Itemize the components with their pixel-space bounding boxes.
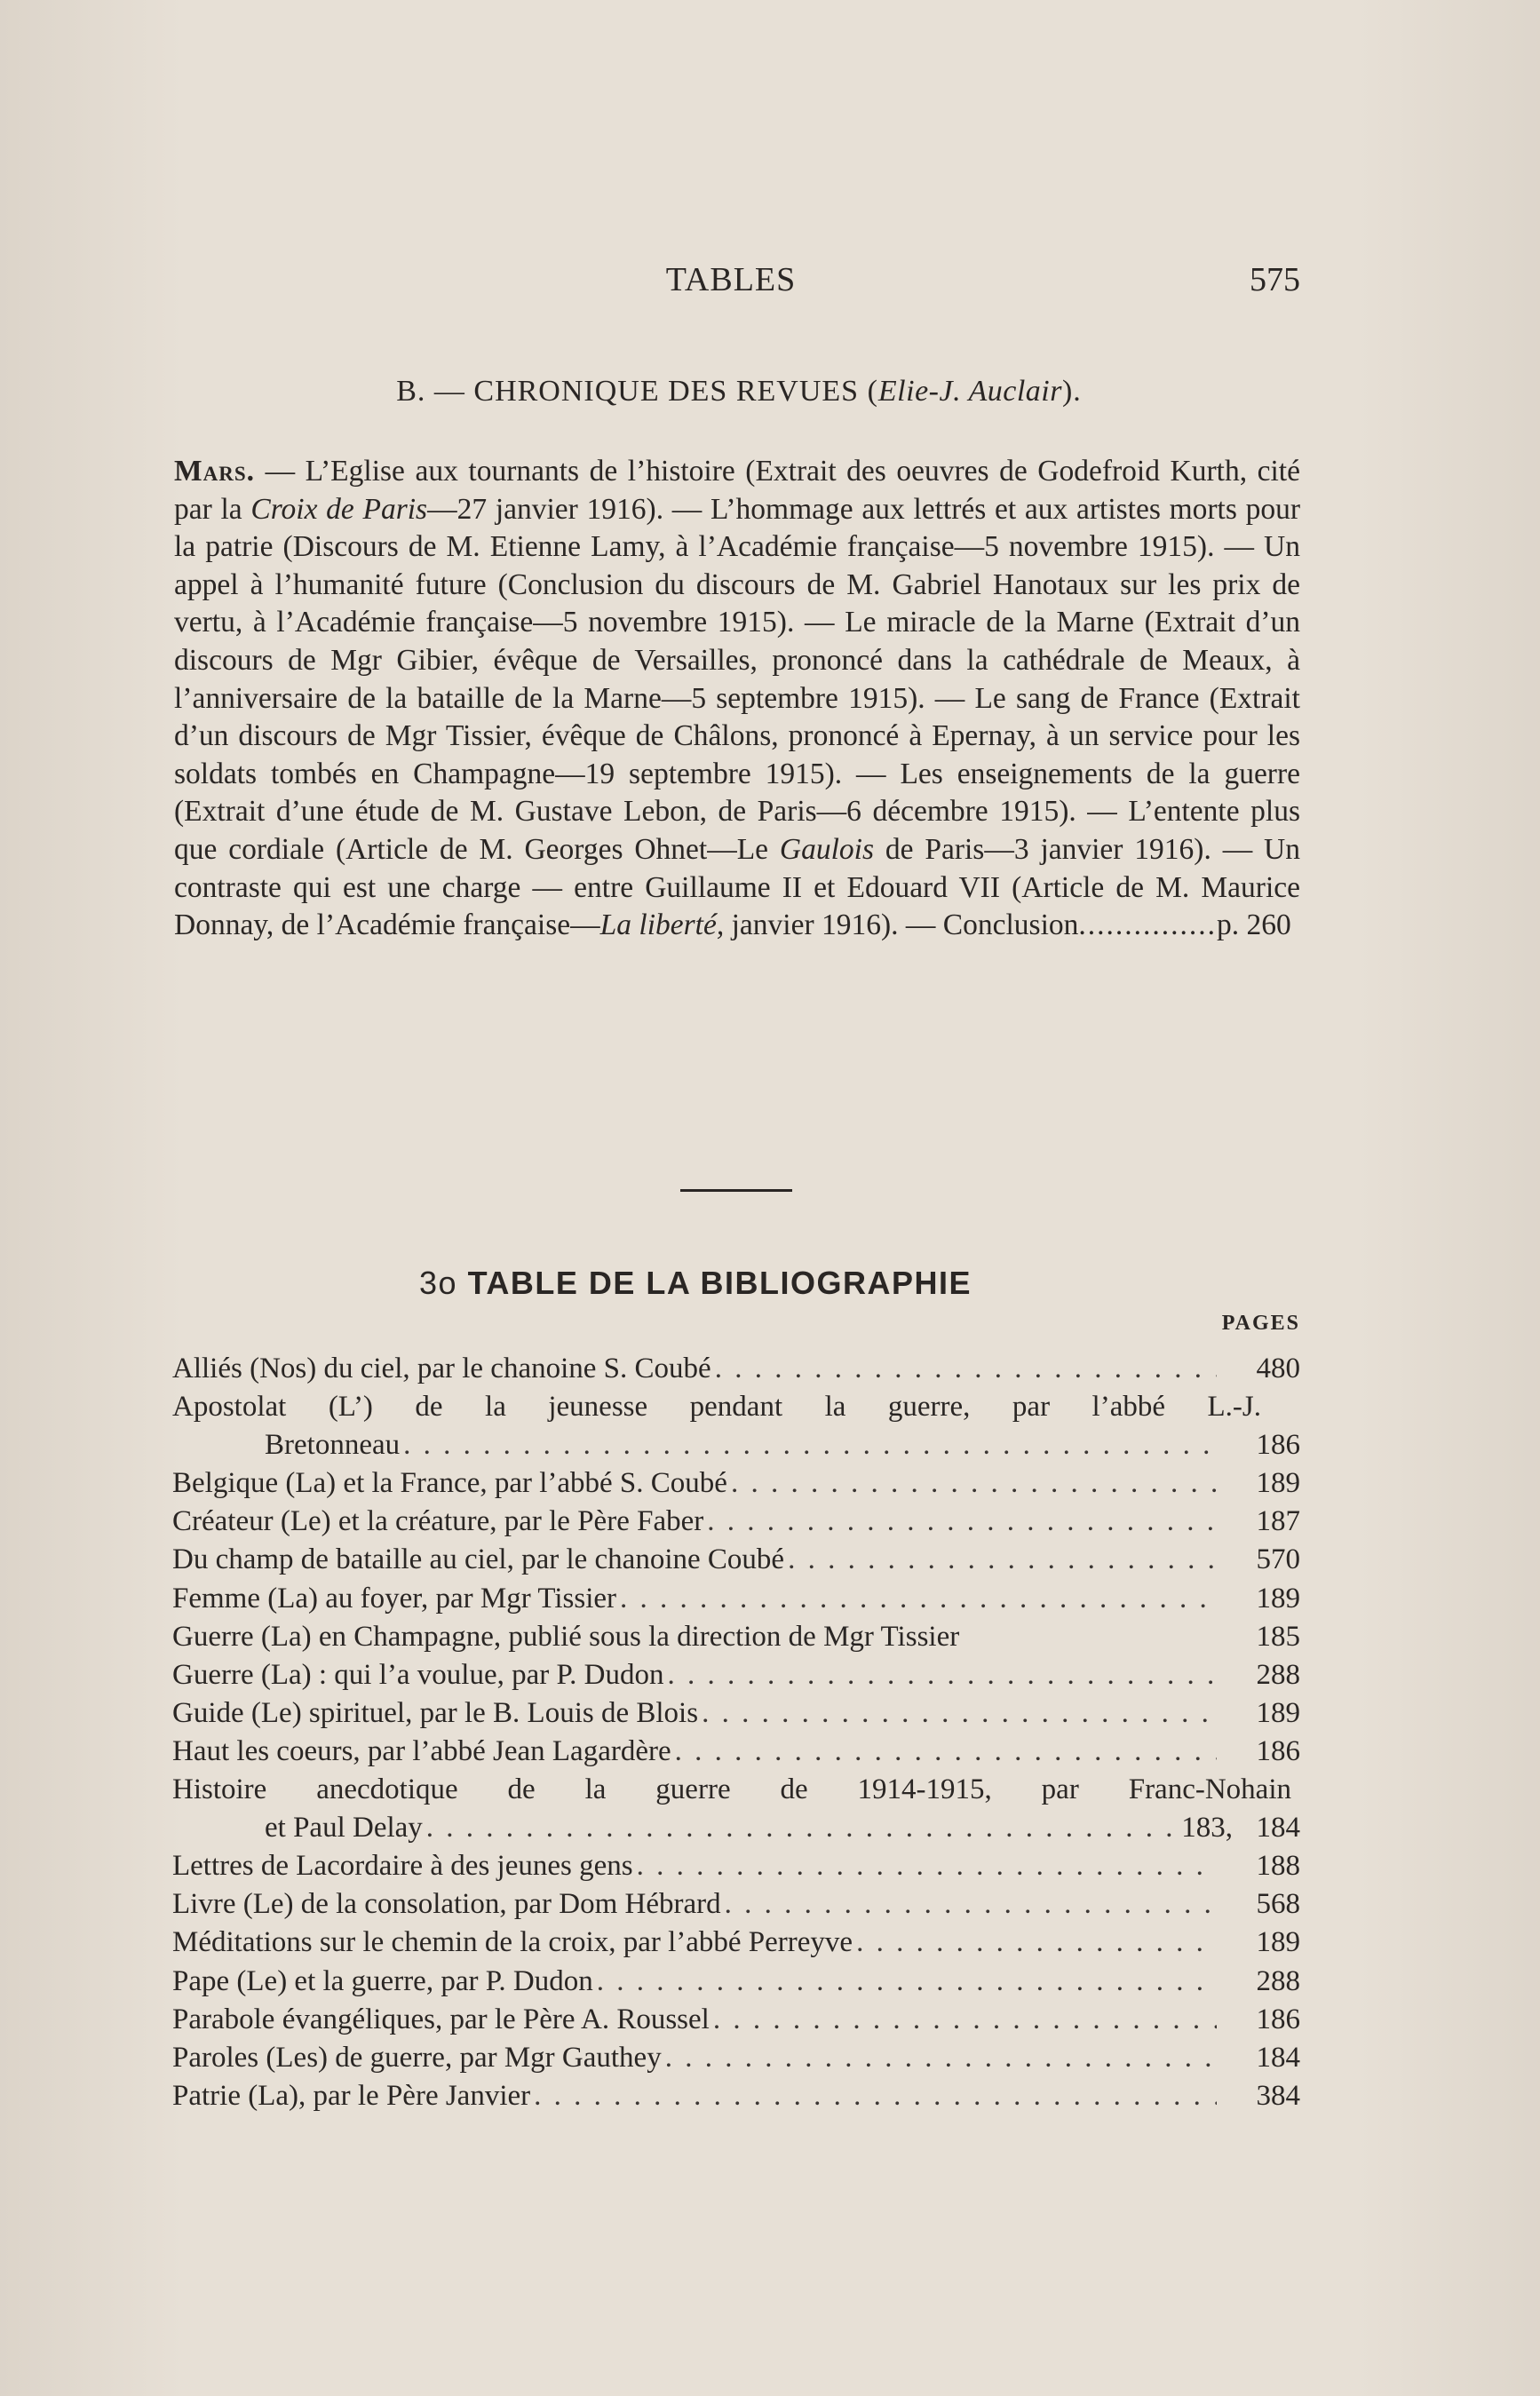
- list-item: [172, 1656, 1300, 1694]
- list-item: [172, 1464, 1300, 1503]
- dot-leader: [668, 1656, 1217, 1694]
- entry-page: 384: [1256, 2079, 1300, 2112]
- entry-page: 570: [1256, 1543, 1300, 1576]
- dot-leader: [856, 1924, 1217, 1962]
- list-item: [172, 1580, 1300, 1618]
- entry-text: Guerre (La) : qui l’a voulue, par P. Dudon: [172, 1658, 664, 1691]
- bibliography-title-number: 3o: [419, 1265, 458, 1301]
- list-item: [172, 1350, 1300, 1388]
- dot-leader: [702, 1694, 1217, 1733]
- entry-text: Alliés (Nos) du ciel, par le chanoine S. Coubé: [172, 1353, 711, 1384]
- entry-page: 184: [1256, 2041, 1300, 2074]
- section-heading-close: ).: [1061, 375, 1082, 408]
- dot-leader: [675, 1733, 1217, 1771]
- entry-page: 480: [1256, 1353, 1300, 1384]
- list-item: [172, 2001, 1300, 2039]
- dot-leader: [725, 1885, 1217, 1924]
- section-heading-chronique: [178, 375, 1300, 409]
- entry-text: Paroles (Les) de guerre, par Mgr Gauthey: [172, 2041, 662, 2074]
- entry-text: Parabole évangéliques, par le Père A. Roussel: [172, 2003, 710, 2035]
- chronique-text-3: de Paris—3 janvier 1916). — Un contraste qui est une charge — entre Guillaume II et Edouard VII (Article de M. Maurice Donnay, de l’Académie française—: [174, 832, 1300, 942]
- chronique-publication-1: Croix de Paris: [250, 492, 428, 526]
- entry-page: 189: [1256, 1926, 1300, 1959]
- chronique-leader-dots: ...............: [1078, 908, 1217, 942]
- entry-text: Guide (Le) spirituel, par le B. Louis de Blois: [172, 1696, 699, 1729]
- entry-page: 288: [1256, 1658, 1300, 1691]
- dot-leader: [731, 1464, 1217, 1503]
- entry-text: Apostolat (L’) de la jeunesse pendant la guerre, par l’abbé L.-J.: [172, 1391, 1261, 1424]
- entry-text: Lettres de Lacordaire à des jeunes gens: [172, 1850, 633, 1883]
- list-item: [172, 1885, 1300, 1924]
- dot-leader: [707, 1503, 1217, 1541]
- list-item: [172, 1541, 1300, 1579]
- running-title: TABLES: [665, 261, 797, 298]
- dot-leader: [788, 1541, 1217, 1579]
- entry-text: Méditations sur le chemin de la croix, par l’abbé Perreyve: [172, 1926, 853, 1959]
- entry-text: Guerre (La) en Champagne, publié sous la direction de Mgr Tissier: [172, 1620, 960, 1653]
- entry-text-continued: Bretonneau: [265, 1429, 401, 1462]
- chronique-month: Mars.: [174, 455, 256, 488]
- bibliography-list: [172, 1350, 1300, 2115]
- entry-text: Livre (Le) de la consolation, par Dom Hébrard: [172, 1888, 721, 1921]
- entry-page: 188: [1256, 1850, 1300, 1883]
- entry-page: 189: [1256, 1467, 1300, 1500]
- entry-page: 186: [1256, 1734, 1300, 1767]
- entry-text: Pape (Le) et la guerre, par P. Dudon: [172, 1964, 593, 1997]
- entry-page: 186: [1256, 2003, 1300, 2035]
- entry-text: Histoire anecdotique de la guerre de 1914-1915, par Franc-Nohain: [172, 1773, 1291, 1806]
- list-item: [172, 1771, 1300, 1847]
- dot-leader: [665, 2039, 1217, 2077]
- dot-leader: [620, 1580, 1217, 1618]
- dot-leader: [715, 1350, 1217, 1388]
- list-item: [172, 1618, 1300, 1656]
- chronique-publication-3: La liberté,: [599, 908, 725, 942]
- entry-text: Belgique (La) et la France, par l’abbé S. Coubé: [172, 1467, 727, 1500]
- dot-leader: [637, 1847, 1217, 1885]
- entry-text: Patrie (La), par le Père Janvier: [172, 2079, 531, 2112]
- entry-text-continued: et Paul Delay: [265, 1812, 423, 1845]
- chronique-page-ref: p. 260: [1217, 908, 1291, 942]
- list-item: [172, 2039, 1300, 2077]
- pages-column-header: PAGES: [1221, 1312, 1300, 1335]
- entry-page: 186: [1256, 1429, 1300, 1462]
- entry-text: Créateur (Le) et la créature, par le Père Faber: [172, 1505, 704, 1538]
- entry-page: 187: [1256, 1505, 1300, 1538]
- entry-text: Du champ de bataille au ciel, par le chanoine Coubé: [172, 1543, 785, 1576]
- list-item: [172, 1694, 1300, 1733]
- entry-page: 184: [1256, 1812, 1300, 1845]
- dot-leader: [403, 1426, 1217, 1464]
- list-item: [172, 1733, 1300, 1771]
- section-heading-label: B. — CHRONIQUE DES REVUES (: [396, 375, 878, 408]
- chronique-text-2: —27 janvier 1916). — L’hommage aux lettrés et aux artistes morts pour la patrie (Discours de M. Etienne Lamy, à l’Académie française—5 novembre 1915). — Un appel à l’humanité future (Conclusion du discours de M. Gabriel Hanotaux sur les prix de vertu, à l’Académie française—5 novembre 1915). — Le miracle de la Marne (Extrait d’un discours de Mgr Gibier, évêque de Versailles, prononcé dans la cathédrale de Meaux, à l’anniversaire de la bataille de la Marne—5 septembre 1915). — Le sang de France (Extrait d’un discours de Mgr Tissier, évêque de Châlons, prononcé à Epernay, à un service pour les soldats tombés en Champagne—19 septembre 1915). — Les enseignements de la guerre (Extrait d’une étude de M. Gustave Lebon, de Paris—6 décembre 1915). — L’entente plus que cordiale (Article de M. Georges Ohnet—Le: [174, 492, 1301, 866]
- entry-page: 288: [1256, 1964, 1300, 1997]
- list-item: [172, 2077, 1300, 2115]
- dot-leader: [713, 2001, 1217, 2039]
- entry-text: Haut les coeurs, par l’abbé Jean Lagardère: [172, 1734, 671, 1767]
- chronique-text-1: — L’Eglise aux tournants de l’histoire (Extrait des oeuvres de Godefroid Kurth, cité par la: [174, 455, 1300, 526]
- entry-text: Femme (La) au foyer, par Mgr Tissier: [172, 1582, 616, 1615]
- list-item: [172, 1963, 1300, 2001]
- list-item: [172, 1388, 1300, 1464]
- chronique-text-4: janvier 1916). — Conclusion: [724, 908, 1079, 942]
- bibliography-title: [419, 1265, 972, 1302]
- entry-page: 189: [1256, 1696, 1300, 1729]
- dot-leader: [534, 2077, 1217, 2115]
- chronique-publication-2: Gaulois: [779, 832, 875, 866]
- list-item: [172, 1503, 1300, 1541]
- section-heading-author: Elie-J. Auclair: [877, 375, 1062, 408]
- dot-leader: [426, 1809, 1178, 1847]
- list-item: [172, 1924, 1300, 1962]
- bibliography-title-text: TABLE DE LA BIBLIOGRAPHIE: [467, 1265, 972, 1301]
- chronique-paragraph: [174, 453, 1300, 945]
- page-number: 575: [1250, 261, 1300, 298]
- entry-page: 568: [1256, 1888, 1300, 1921]
- section-divider: [680, 1189, 792, 1192]
- entry-page: 185: [1256, 1620, 1300, 1653]
- entry-page-extra: 183,: [1181, 1812, 1233, 1845]
- dot-leader: [597, 1963, 1217, 2001]
- list-item: [172, 1847, 1300, 1885]
- entry-page: 189: [1256, 1582, 1300, 1615]
